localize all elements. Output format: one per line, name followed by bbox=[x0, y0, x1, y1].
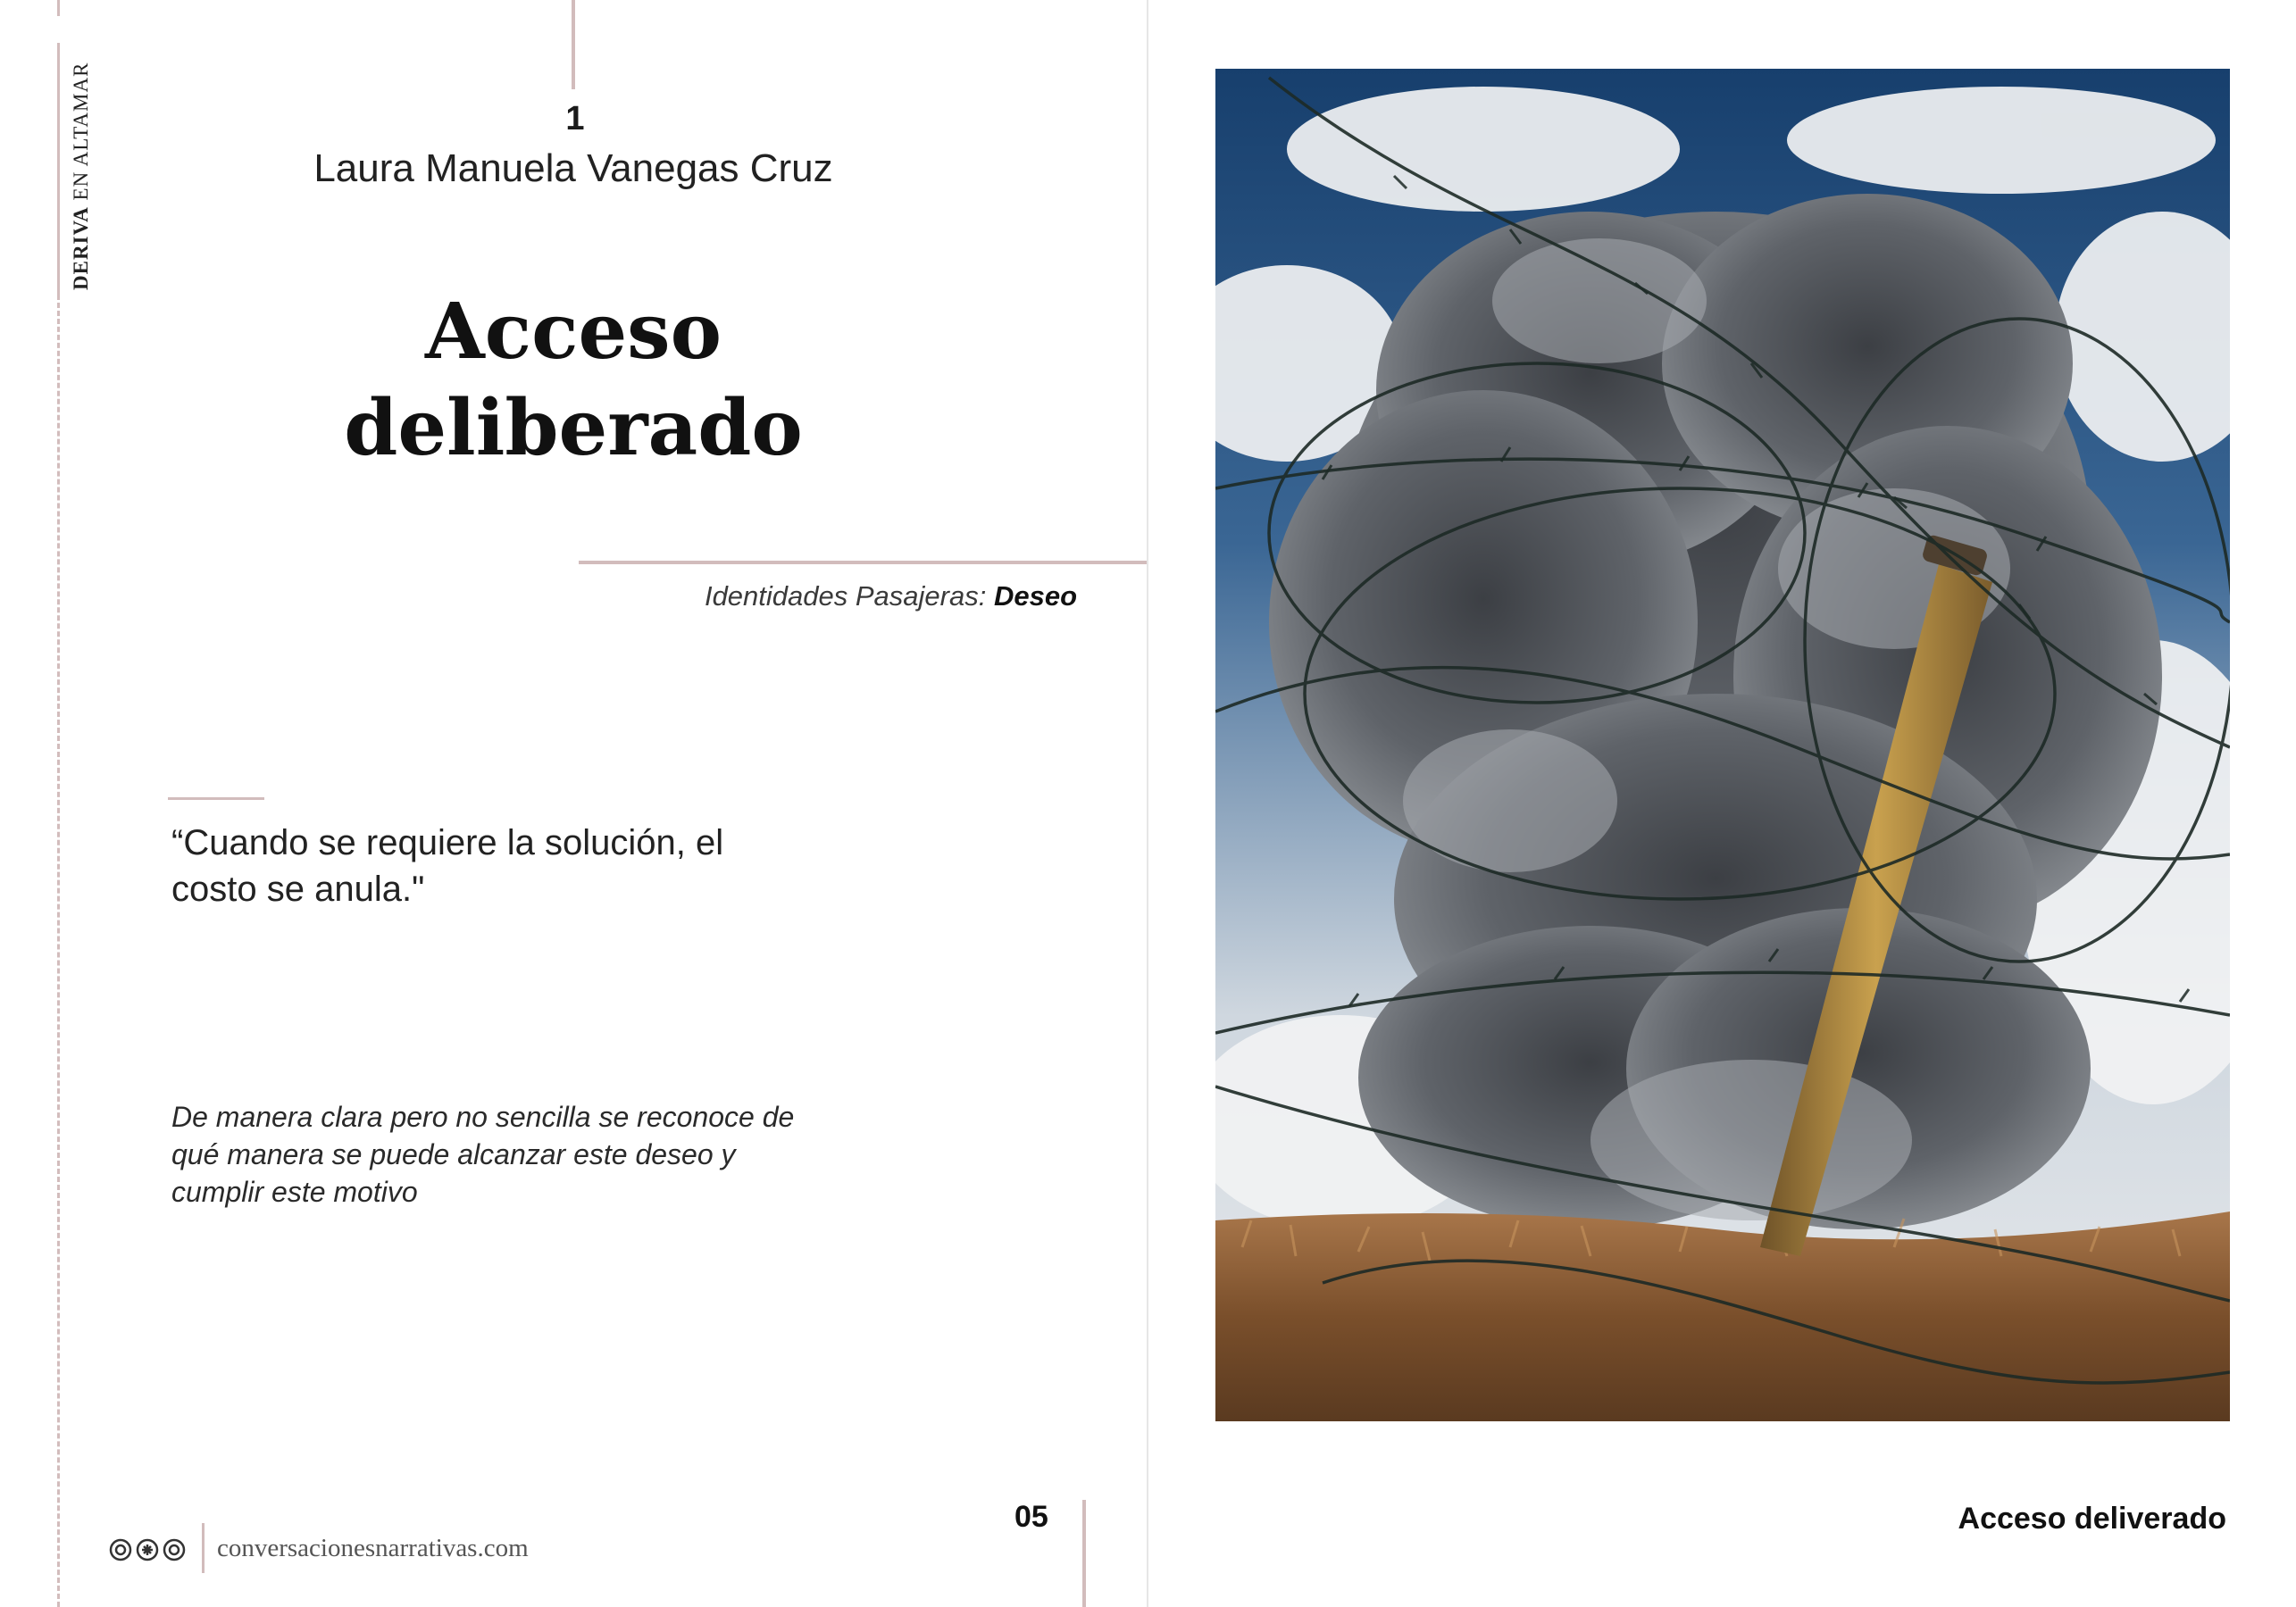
pull-quote: “Cuando se requiere la solución, el costo se anula." bbox=[171, 823, 724, 909]
brand-bold: DERIVA bbox=[70, 206, 92, 290]
top-divider bbox=[572, 0, 575, 89]
footer-separator bbox=[202, 1523, 205, 1573]
quote-divider bbox=[168, 797, 264, 800]
category-value: Deseo bbox=[993, 580, 1077, 612]
brand-rest: EN ALTAMAR bbox=[70, 62, 92, 207]
category-label: Identidades Pasajeras: bbox=[704, 580, 987, 612]
chapter-author: Laura Manuela Vanegas Cruz bbox=[313, 146, 833, 190]
title-line-2: deliberado bbox=[344, 383, 803, 473]
running-title: Acceso deliverado bbox=[1958, 1502, 2226, 1536]
margin-rule-top bbox=[57, 0, 60, 16]
left-page bbox=[0, 0, 1147, 1607]
margin-dashed-rule bbox=[57, 295, 60, 1607]
section-divider bbox=[579, 561, 1147, 564]
website-link[interactable]: conversacionesnarrativas.com bbox=[217, 1534, 529, 1562]
smoke-barbed-wire-artwork bbox=[1215, 69, 2230, 1421]
title-line-1: Acceso bbox=[425, 287, 722, 377]
chapter-number: 1 bbox=[565, 100, 585, 137]
chapter-title bbox=[0, 284, 1147, 477]
category-line bbox=[705, 580, 1077, 612]
bottom-divider bbox=[1082, 1500, 1086, 1607]
summary-text: De manera clara pero no sencilla se reconoce de qué manera se puede alcanzar este deseo y cumplir este motivo bbox=[171, 1101, 795, 1208]
three-circles-logo-icon bbox=[107, 1534, 188, 1566]
page-number: 05 bbox=[1014, 1500, 1048, 1534]
